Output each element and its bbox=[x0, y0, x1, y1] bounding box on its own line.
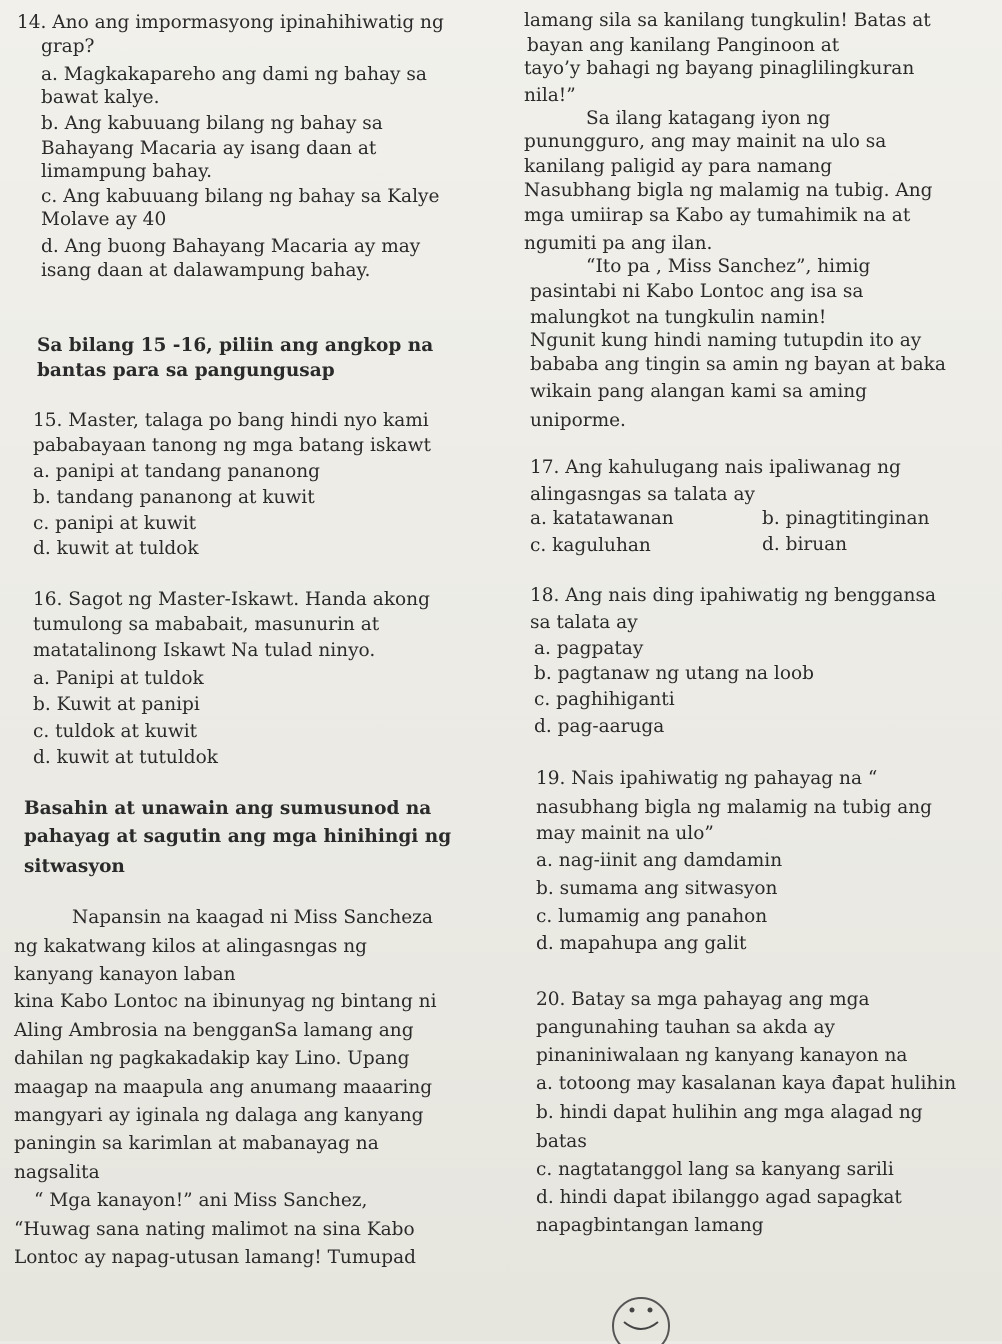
passage-cont-line-11: “Ito pa , Miss Sanchez”, himig bbox=[586, 256, 871, 277]
q20-option-c: c. nagtatanggol lang sa kanyang sarili bbox=[536, 1159, 894, 1180]
q20-option-b-line-2: batas bbox=[536, 1131, 587, 1152]
q15-option-d: d. kuwit at tuldok bbox=[33, 538, 199, 559]
q14-option-b-line-2: Bahayang Macaria ay isang daan at bbox=[41, 138, 377, 159]
q17-option-b: b. pinagtitinginan bbox=[762, 508, 930, 529]
q19-option-b: b. sumama ang sitwasyon bbox=[536, 878, 778, 899]
passage-cont-line-16: wikain pang alangan kami sa aming bbox=[530, 381, 868, 402]
q20-option-d-line-2: napagbintangan lamang bbox=[536, 1215, 764, 1236]
passage-cont-line-2: bayan ang kanilang Panginoon at bbox=[527, 35, 840, 56]
q14-option-d-line-2: isang daan at dalawampung bahay. bbox=[41, 260, 371, 281]
q16-option-b: b. Kuwit at panipi bbox=[33, 694, 200, 715]
q20-option-a: a. totoong may kasalanan kaya đapat hulihin bbox=[536, 1073, 957, 1094]
q17-option-c: c. kaguluhan bbox=[530, 535, 651, 556]
q20-option-d-line-1: d. hindi dapat ibilanggo agad sapagkat bbox=[536, 1187, 902, 1208]
passage-line-6: dahilan ng pagkakadakip kay Lino. Upang bbox=[14, 1048, 410, 1069]
q14-option-b-line-3: limampung bahay. bbox=[41, 161, 213, 182]
passage-cont-line-7: kanilang paligid ay para namang bbox=[524, 156, 833, 177]
q14-option-a-line-1: a. Magkakapareho ang dami ng bahay sa bbox=[41, 64, 427, 85]
q18-option-b: b. pagtanaw ng utang na loob bbox=[534, 663, 814, 684]
passage-line-12: “Huwag sana nating malimot na sina Kabo bbox=[14, 1219, 415, 1240]
passage-line-9: paningin sa karimlan at mabanayag na bbox=[14, 1133, 379, 1154]
section-reading-heading-line-3: sitwasyon bbox=[24, 856, 125, 877]
q17-line-1: 17. Ang kahulugang nais ipaliwanag ng bbox=[530, 457, 901, 478]
q18-option-c: c. paghihiganti bbox=[534, 689, 675, 710]
q16-line-3: matatalinong Iskawt Na tulad ninyo. bbox=[33, 640, 376, 661]
passage-cont-line-9: mga umiirap sa Kabo ay tumahimik na at bbox=[524, 205, 911, 226]
q14-option-c-line-2: Molave ay 40 bbox=[41, 209, 167, 230]
q16-line-2: tumulong sa mababait, masunurin at bbox=[33, 614, 380, 635]
q15-option-a: a. panipi at tandang pananong bbox=[33, 461, 320, 482]
passage-cont-line-15: bababa ang tingin sa amin ng bayan at baka bbox=[530, 354, 946, 375]
section-reading-heading-line-2: pahayag at sagutin ang mga hinihingi ng bbox=[24, 826, 452, 847]
passage-cont-line-6: punungguro, ang may mainit na ulo sa bbox=[524, 131, 887, 152]
q14-option-d-line-1: d. Ang buong Bahayang Macaria ay may bbox=[41, 236, 421, 257]
passage-cont-line-12: pasintabi ni Kabo Lontoc ang isa sa bbox=[530, 281, 864, 302]
passage-line-4: kina Kabo Lontoc na ibinunyag ng bintang ni bbox=[14, 991, 437, 1012]
q19-option-c: c. lumamig ang panahon bbox=[536, 906, 768, 927]
section-15-16-heading-line-1: Sa bilang 15 -16, piliin ang angkop na bbox=[37, 335, 434, 356]
q16-line-1: 16. Sagot ng Master-Iskawt. Handa akong bbox=[33, 589, 430, 610]
passage-line-7: maagap na maapula ang anumang maaaring bbox=[14, 1077, 433, 1098]
q17-option-d: d. biruan bbox=[762, 534, 848, 555]
passage-line-5: Aling Ambrosia na bengganSa lamang ang bbox=[14, 1020, 414, 1041]
q17-option-a: a. katatawanan bbox=[530, 508, 674, 529]
passage-line-13: Lontoc ay napag-utusan lamang! Tumupad bbox=[14, 1247, 417, 1268]
q18-option-d: d. pag-aaruga bbox=[534, 716, 665, 737]
q19-line-1: 19. Nais ipahiwatig ng pahayag na “ bbox=[536, 768, 878, 789]
passage-line-10: nagsalita bbox=[14, 1162, 100, 1183]
q18-option-a: a. pagpatay bbox=[534, 638, 644, 659]
passage-cont-line-1: lamang sila sa kanilang tungkulin! Batas at bbox=[524, 10, 931, 31]
passage-cont-line-14: Ngunit kung hindi naming tutupdin ito ay bbox=[530, 330, 922, 351]
q19-line-2: nasubhang bigla ng malamig na tubig ang bbox=[536, 797, 932, 818]
passage-cont-line-5: Sa ilang katagang iyon ng bbox=[586, 108, 831, 129]
q14-option-c-line-1: c. Ang kabuuang bilang ng bahay sa Kalye bbox=[41, 186, 440, 207]
q15-option-c: c. panipi at kuwit bbox=[33, 513, 197, 534]
q14-line-1: 14. Ano ang impormasyong ipinahihiwatig ng bbox=[17, 12, 444, 33]
q16-option-c: c. tuldok at kuwit bbox=[33, 721, 198, 742]
q17-line-2: alingasngas sa talata ay bbox=[530, 484, 755, 505]
passage-cont-line-3: tayo’y bahagi ng bayang pinaglilingkuran bbox=[524, 58, 915, 79]
passage-cont-line-4: nila!” bbox=[524, 85, 576, 106]
passage-line-3: kanyang kanayon laban bbox=[14, 964, 236, 985]
q14-line-2: grap? bbox=[41, 36, 95, 57]
q19-option-d: d. mapahupa ang galit bbox=[536, 933, 747, 954]
q20-line-1: 20. Batay sa mga pahayag ang mga bbox=[536, 989, 870, 1010]
smiley-face-icon bbox=[610, 1296, 672, 1344]
q18-line-1: 18. Ang nais ding ipahiwatig ng benggansa bbox=[530, 585, 936, 606]
passage-cont-line-13: malungkot na tungkulin namin! bbox=[530, 307, 827, 328]
q16-option-d: d. kuwit at tutuldok bbox=[33, 747, 218, 768]
q18-line-2: sa talata ay bbox=[530, 612, 638, 633]
q15-line-1: 15. Master, talaga po bang hindi nyo kami bbox=[33, 410, 429, 431]
passage-line-11: “ Mga kanayon!” ani Miss Sanchez, bbox=[34, 1190, 368, 1211]
passage-cont-line-17: uniporme. bbox=[530, 410, 626, 431]
q15-option-b: b. tandang pananong at kuwit bbox=[33, 487, 315, 508]
q14-option-b-line-1: b. Ang kabuuang bilang ng bahay sa bbox=[41, 113, 383, 134]
q19-line-3: may mainit na ulo” bbox=[536, 823, 714, 844]
q20-line-3: pinaniniwalaan ng kanyang kanayon na bbox=[536, 1045, 908, 1066]
section-reading-heading-line-1: Basahin at unawain ang sumusunod na bbox=[24, 798, 432, 819]
q20-option-b-line-1: b. hindi dapat hulihin ang mga alagad ng bbox=[536, 1102, 923, 1123]
passage-cont-line-8: Nasubhang bigla ng malamig na tubig. Ang bbox=[524, 180, 933, 201]
q15-line-2: pababayaan tanong ng mga batang iskawt bbox=[33, 435, 431, 456]
q16-option-a: a. Panipi at tuldok bbox=[33, 668, 204, 689]
passage-line-1: Napansin na kaagad ni Miss Sancheza bbox=[72, 907, 433, 928]
q14-option-a-line-2: bawat kalye. bbox=[41, 87, 160, 108]
q20-line-2: pangunahing tauhan sa akda ay bbox=[536, 1017, 835, 1038]
passage-line-8: mangyari ay iginala ng dalaga ang kanyang bbox=[14, 1105, 424, 1126]
q19-option-a: a. nag-iinit ang damdamin bbox=[536, 850, 783, 871]
passage-cont-line-10: ngumiti pa ang ilan. bbox=[524, 233, 713, 254]
section-15-16-heading-line-2: bantas para sa pangungusap bbox=[37, 360, 335, 381]
passage-line-2: ng kakatwang kilos at alingasngas ng bbox=[14, 936, 368, 957]
